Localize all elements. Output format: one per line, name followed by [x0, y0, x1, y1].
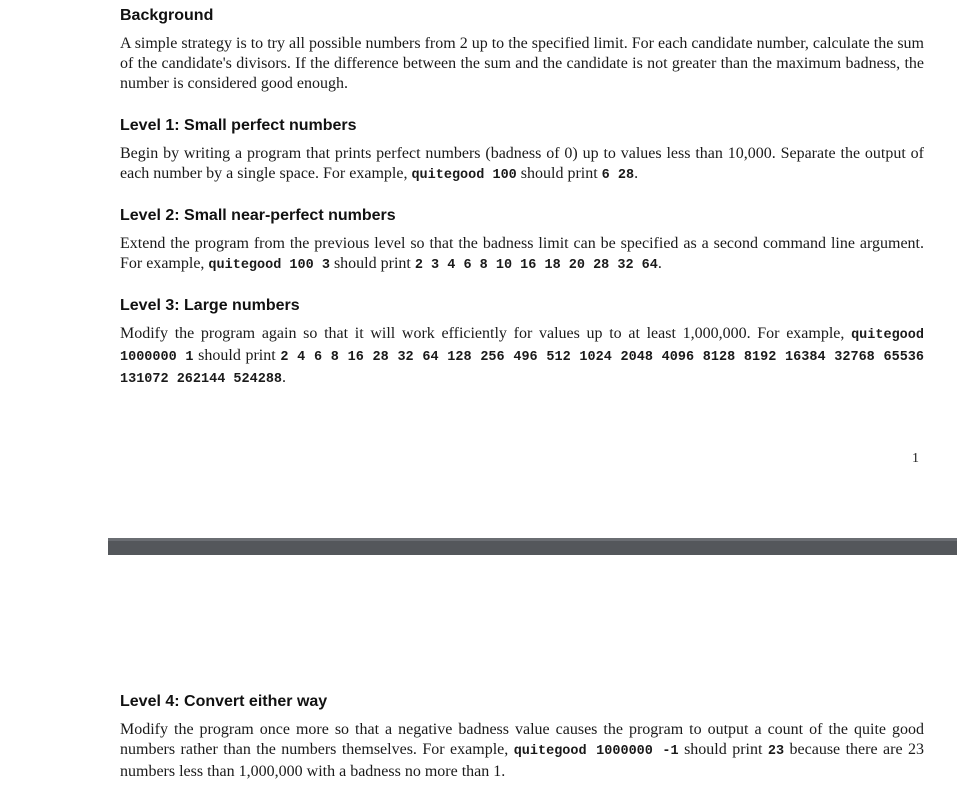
- paragraph-text: because there are 23 numbers less than 1,000,000 with a badness no more than 1.: [120, 741, 924, 780]
- section-heading: Level 4: Convert either way: [120, 693, 328, 710]
- paragraph-text: Extend the program from the previous level so that the badness limit can be specified as a second command line argument. For example,: [120, 235, 924, 272]
- code-command: quitegood 1000000 -1: [513, 744, 679, 759]
- paragraph-text: .: [634, 165, 639, 182]
- paragraph-text: should print: [678, 741, 768, 758]
- section-level-3: [120, 296, 924, 390]
- page-number: 1: [912, 451, 919, 466]
- paragraph-text: .: [282, 369, 287, 386]
- section-level-2: [120, 206, 924, 276]
- section-heading: Level 2: Small near-perfect numbers: [120, 207, 396, 224]
- code-command: quitegood 100: [411, 168, 517, 183]
- paragraph-text: Modify the program again so that it will work efficiently for values up to at least 1,000,000. For example,: [120, 325, 852, 342]
- paragraph-text: should print: [193, 347, 281, 364]
- section-level-4: [120, 692, 924, 782]
- code-command: quitegood 1000000 1: [120, 328, 924, 365]
- code-command: quitegood 100 3: [208, 258, 330, 273]
- code-output: 2 3 4 6 8 10 16 18 20 28 32 64: [414, 258, 658, 273]
- paragraph-text: Begin by writing a program that prints perfect numbers (badness of 0) up to values less than 10,000. Separate the output of each number by a single space. For example,: [120, 145, 924, 182]
- code-output: 2 4 6 8 16 28 32 64 128 256 496 512 1024 2048 4096 8128 8192 16384 32768 65536 131072 262144 524288: [120, 350, 925, 387]
- paragraph-text: .: [657, 255, 662, 272]
- section-paragraph: A simple strategy is to try all possible numbers from 2 up to the specified limit. For each candidate number, calculate the sum of the candidate's divisors. If the difference between the sum and the candidate is not greater than the maximum badness, the number is considered good enough.: [120, 35, 924, 92]
- code-output: 23: [767, 744, 785, 759]
- section-heading: Level 3: Large numbers: [120, 297, 300, 314]
- paragraph-text: should print: [329, 255, 415, 272]
- paragraph-text: Modify the program once more so that a negative badness value causes the program to output a count of the quite good numbers rather than the numbers themselves. For example,: [120, 721, 924, 758]
- section-paragraph: [120, 234, 924, 276]
- section-paragraph: [120, 324, 924, 390]
- section-heading: Background: [120, 7, 214, 24]
- section-paragraph: [120, 720, 924, 782]
- paragraph-text: should print: [516, 165, 602, 182]
- section-level-1: [120, 116, 924, 186]
- page-break-highlight: [108, 538, 957, 541]
- code-output: 6 28: [601, 168, 635, 183]
- section-background: [120, 6, 924, 94]
- section-paragraph: [120, 144, 924, 186]
- section-heading: Level 1: Small perfect numbers: [120, 117, 357, 134]
